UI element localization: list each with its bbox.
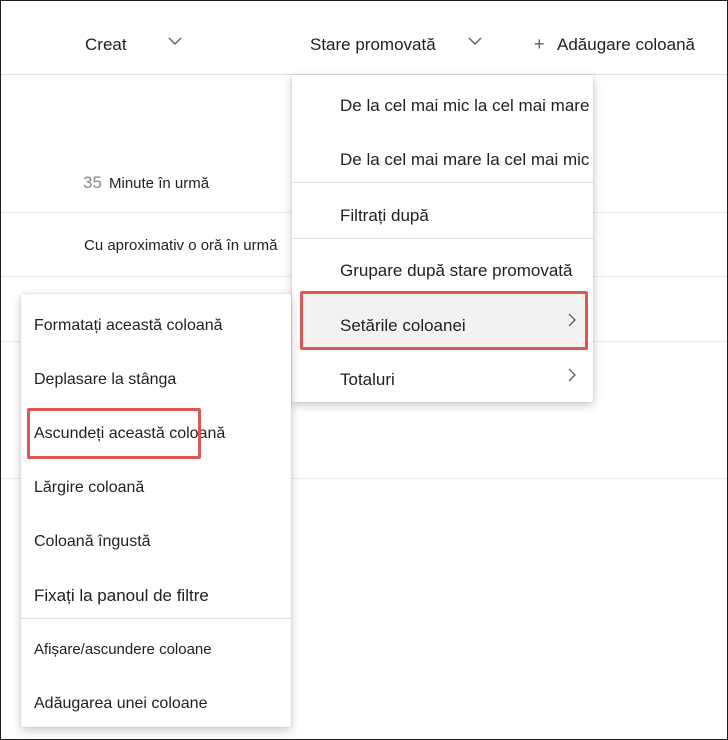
plus-icon[interactable]: + xyxy=(534,34,545,54)
row-count: 35 xyxy=(83,173,102,192)
chevron-down-icon[interactable] xyxy=(467,35,483,47)
menu-item-filter-by[interactable]: Filtrați după xyxy=(340,206,429,225)
menu-divider xyxy=(21,618,291,619)
chevron-right-icon xyxy=(567,368,577,382)
add-column-button[interactable]: Adăugare coloană xyxy=(557,35,696,54)
menu-item-sort-ascending[interactable]: De la cel mai mic la cel mai mare xyxy=(340,96,590,115)
column-header-row xyxy=(1,1,728,75)
menu-item-show-hide-columns[interactable]: Afișare/ascundere coloane xyxy=(34,641,212,658)
menu-divider xyxy=(292,182,593,183)
row-created-time: Minute în urmă xyxy=(109,175,210,192)
menu-item-group-by[interactable]: Grupare după stare promovată xyxy=(340,261,573,280)
menu-item-hide-column[interactable]: Ascundeți această coloană xyxy=(34,425,226,442)
menu-item-totals[interactable]: Totaluri xyxy=(340,370,395,389)
column-header-created[interactable]: Creat xyxy=(85,35,127,54)
menu-item-pin-to-filters-pane[interactable]: Fixați la panoul de filtre xyxy=(34,586,209,605)
menu-item-narrow-column[interactable]: Coloană îngustă xyxy=(34,533,151,550)
highlight-box xyxy=(300,291,588,350)
menu-divider xyxy=(292,238,593,239)
highlight-box xyxy=(27,408,201,459)
column-header-promoted-state[interactable]: Stare promovată xyxy=(310,35,436,54)
column-dropdown-menu xyxy=(292,75,593,402)
chevron-down-icon[interactable] xyxy=(167,35,183,47)
menu-item-add-column[interactable]: Adăugarea unei coloane xyxy=(34,695,208,712)
menu-item-format-column[interactable]: Formatați această coloană xyxy=(34,317,223,334)
column-settings-submenu xyxy=(21,294,291,727)
menu-item-widen-column[interactable]: Lărgire coloană xyxy=(34,479,145,496)
menu-item-move-left[interactable]: Deplasare la stânga xyxy=(34,371,177,388)
menu-item-sort-descending[interactable]: De la cel mai mare la cel mai mic xyxy=(340,150,590,169)
menu-item-column-settings[interactable]: Setările coloanei xyxy=(340,316,466,335)
row-created-time: Cu aproximativ o oră în urmă xyxy=(84,237,278,254)
